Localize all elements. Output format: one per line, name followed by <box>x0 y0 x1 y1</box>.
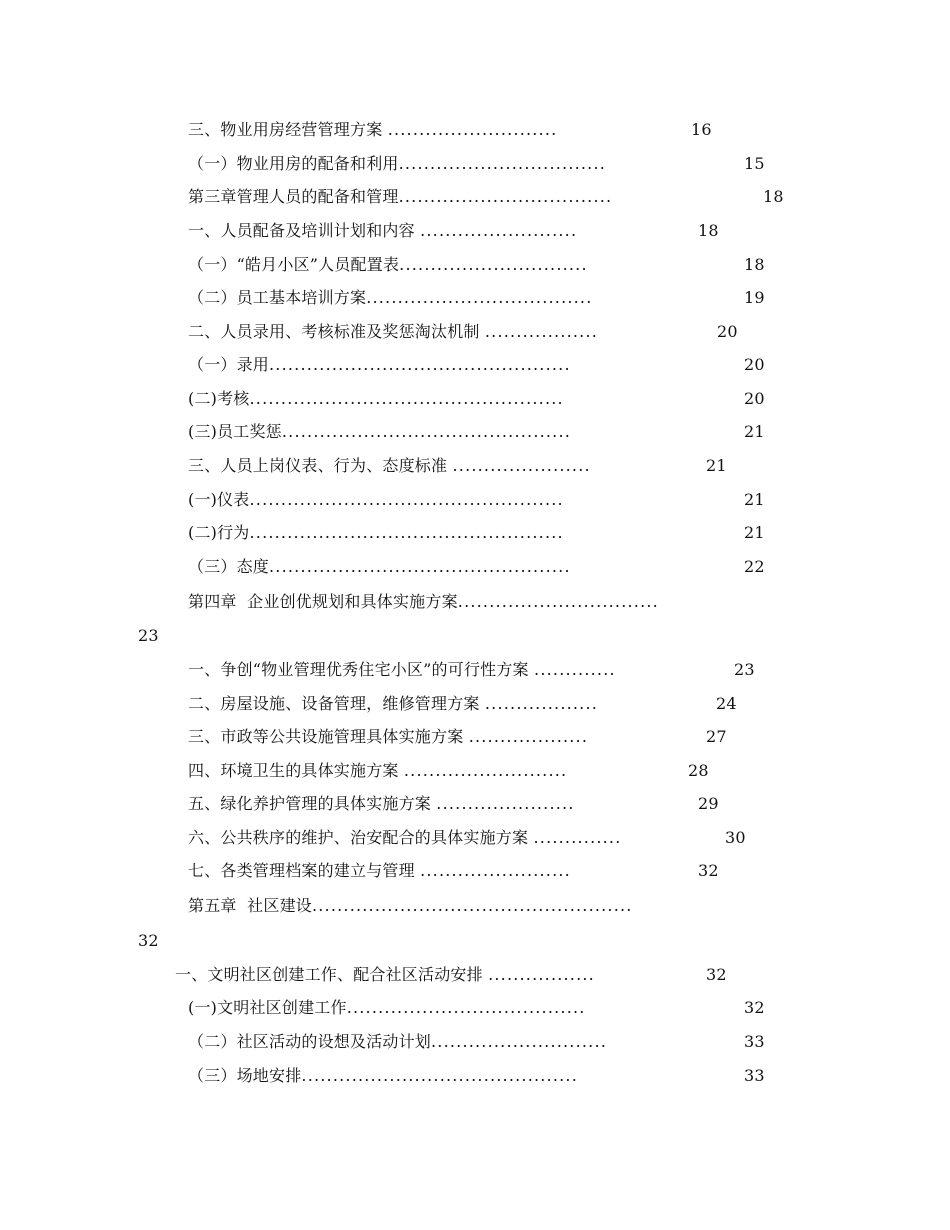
toc-entry-title: (二)考核 <box>188 389 250 408</box>
toc-entry-title: 三、人员上岗仪表、行为、态度标准 <box>188 456 453 475</box>
toc-page-number: 32 <box>744 998 765 1017</box>
toc-page-number: 23 <box>734 660 755 679</box>
toc-leader-dots: ................. <box>488 965 595 984</box>
toc-entry-title: 三、物业用房经营管理方案 <box>188 120 388 139</box>
toc-page-number: 16 <box>691 120 712 139</box>
toc-entry-title: (一)文明社区创建工作 <box>188 998 347 1017</box>
toc-leader-dots: .................................................. <box>249 523 564 542</box>
toc-page-number: 24 <box>716 694 737 713</box>
toc-leader-dots: ........................... <box>387 120 558 139</box>
toc-leader-dots: ................... <box>468 727 589 746</box>
toc-entry <box>188 896 633 916</box>
toc-entry-title: (二)行为 <box>188 523 250 542</box>
toc-entry <box>188 861 719 881</box>
toc-page-number: 20 <box>744 355 765 374</box>
toc-entry <box>188 456 727 476</box>
toc-entry-title: 一、文明社区创建工作、配合社区活动安排 <box>175 965 489 984</box>
toc-leader-dots: .................. <box>484 694 599 713</box>
toc-entry <box>188 523 765 543</box>
toc-entry <box>188 322 738 342</box>
toc-leader-dots: ............................ <box>431 1032 608 1051</box>
toc-leader-dots: ................................................... <box>311 896 633 915</box>
toc-leader-dots: .............................................. <box>281 422 572 441</box>
toc-page-number: 18 <box>744 255 765 274</box>
toc-entry <box>188 660 755 680</box>
toc-entry-title: （二）社区活动的设想及活动计划 <box>188 1032 432 1051</box>
toc-page-number-wrapped <box>138 626 159 646</box>
toc-page-number: 32 <box>698 861 719 880</box>
toc-page-number: 21 <box>744 523 765 542</box>
toc-entry <box>188 221 719 241</box>
toc-leader-dots: ................................................ <box>269 557 571 576</box>
toc-entry-title: 第五章 社区建设 <box>188 896 312 915</box>
toc-page-number: 15 <box>744 154 765 173</box>
toc-entry <box>188 828 746 848</box>
toc-leader-dots: ...................... <box>436 794 575 813</box>
toc-entry <box>188 592 659 612</box>
toc-page-number: 33 <box>744 1032 765 1051</box>
toc-entry-title: 第三章管理人员的配备和管理 <box>188 187 399 206</box>
toc-entry <box>188 727 727 747</box>
toc-page-number: 33 <box>744 1066 765 1085</box>
toc-entry <box>188 355 765 375</box>
toc-leader-dots: ......................... <box>420 221 578 240</box>
toc-page-number: 22 <box>744 557 765 576</box>
toc-leader-dots: ................................................ <box>269 355 571 374</box>
toc-leader-dots: ............. <box>534 660 616 679</box>
toc-entry <box>188 1066 765 1086</box>
toc-leader-dots: .................................... <box>366 288 593 307</box>
toc-entry <box>188 187 784 207</box>
toc-entry-title: 二、房屋设施、设备管理，维修管理方案 <box>188 694 485 713</box>
toc-leader-dots: ...................................... <box>346 998 586 1017</box>
toc-entry <box>188 761 709 781</box>
toc-leader-dots: .............................. <box>399 255 588 274</box>
toc-entry-title: 六、公共秩序的维护、治安配合的具体实施方案 <box>188 828 534 847</box>
toc-entry <box>175 965 727 985</box>
toc-entry <box>188 490 765 510</box>
toc-page-number: 30 <box>725 828 746 847</box>
toc-entry <box>188 255 765 275</box>
toc-leader-dots: ............................................ <box>301 1066 578 1085</box>
toc-page-number: 18 <box>763 187 784 206</box>
toc-entry-title: 三、市政等公共设施管理具体实施方案 <box>188 727 469 746</box>
toc-entry-title: （二）员工基本培训方案 <box>188 288 367 307</box>
toc-entry-title: （一）“皓月小区”人员配置表 <box>188 255 400 274</box>
toc-leader-dots: ...................... <box>452 456 591 475</box>
toc-entry <box>188 794 719 814</box>
toc-page-number: 21 <box>744 422 765 441</box>
toc-page-number: 21 <box>744 490 765 509</box>
toc-entry-title: 32 <box>138 931 159 950</box>
toc-page-number: 28 <box>688 761 709 780</box>
toc-entry-title: 四、环境卫生的具体实施方案 <box>188 761 404 780</box>
toc-entry <box>188 154 765 174</box>
toc-entry <box>188 120 712 140</box>
toc-entry-title: （三）态度 <box>188 557 270 576</box>
toc-page-number: 18 <box>698 221 719 240</box>
toc-page-number: 20 <box>717 322 738 341</box>
toc-leader-dots: .............. <box>533 828 622 847</box>
toc-leader-dots: .................. <box>484 322 599 341</box>
toc-entry <box>188 557 765 577</box>
toc-leader-dots: .................................................. <box>249 490 564 509</box>
toc-page-number: 19 <box>744 288 765 307</box>
toc-entry-title: 七、各类管理档案的建立与管理 <box>188 861 421 880</box>
toc-page-number-wrapped <box>138 931 159 951</box>
toc-page-number: 27 <box>706 727 727 746</box>
toc-entry-title: 二、人员录用、考核标准及奖惩淘汰机制 <box>188 322 485 341</box>
toc-leader-dots: .................................................. <box>249 389 564 408</box>
toc-page-number: 21 <box>706 456 727 475</box>
toc-entry-title: (一)仪表 <box>188 490 250 509</box>
toc-page-number: 20 <box>744 389 765 408</box>
toc-entry-title: （一）录用 <box>188 355 270 374</box>
toc-entry-title: 第四章 企业创优规划和具体实施方案 <box>188 592 458 611</box>
toc-entry <box>188 694 737 714</box>
toc-leader-dots: ................................. <box>398 154 607 173</box>
toc-entry-title: 一、争创“物业管理优秀住宅小区”的可行性方案 <box>188 660 535 679</box>
toc-entry-title: 五、绿化养护管理的具体实施方案 <box>188 794 437 813</box>
toc-leader-dots: ........................ <box>420 861 571 880</box>
toc-entry-title: （三）场地安排 <box>188 1066 302 1085</box>
toc-leader-dots: .......................... <box>403 761 568 780</box>
toc-entry-title: 23 <box>138 626 159 645</box>
toc-entry-title: (三)员工奖惩 <box>188 422 282 441</box>
toc-entry <box>188 389 765 409</box>
toc-entry <box>188 1032 765 1052</box>
toc-page-number: 32 <box>706 965 727 984</box>
toc-entry-title: （一）物业用房的配备和利用 <box>188 154 399 173</box>
toc-leader-dots: ................................ <box>457 592 659 611</box>
toc-page-number: 29 <box>698 794 719 813</box>
toc-entry-title: 一、人员配备及培训计划和内容 <box>188 221 421 240</box>
toc-leader-dots: .................................. <box>398 187 613 206</box>
toc-entry <box>188 422 765 442</box>
toc-entry <box>188 998 765 1018</box>
toc-entry <box>188 288 765 308</box>
